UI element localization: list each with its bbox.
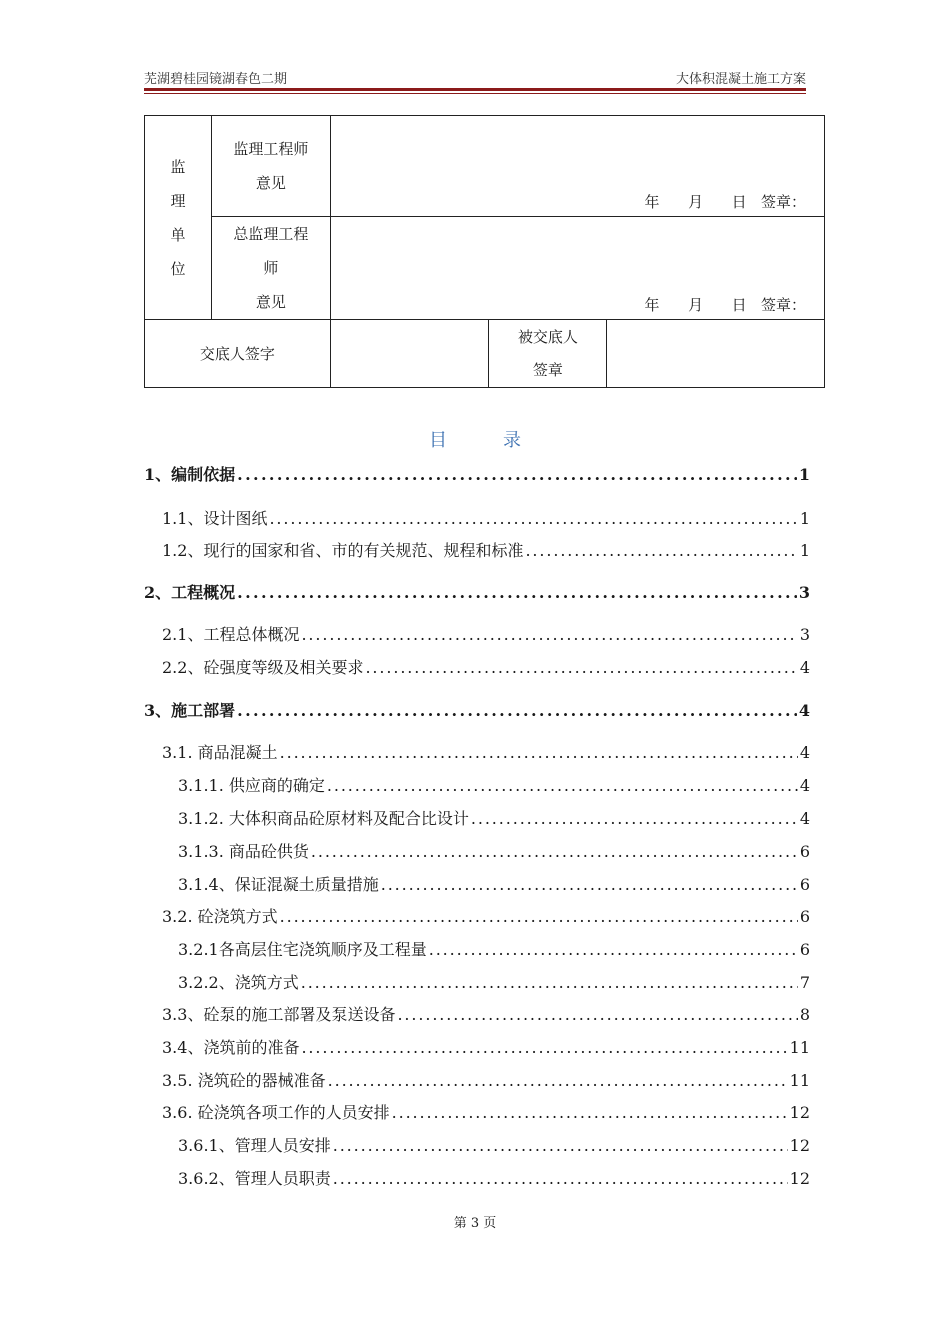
toc-entry[interactable]	[162, 1002, 810, 1025]
page-footer: 第 3 页	[453, 1216, 497, 1231]
toc-entry-page: 1	[798, 465, 810, 484]
engineer-opinion-label: 监理工程师 意见	[211, 116, 330, 217]
toc-entry[interactable]	[144, 462, 810, 485]
signature-table	[144, 115, 825, 388]
toc-title: 目 录	[429, 430, 521, 451]
toc-entry-title: 3.1.2. 大体积商品砼原材料及配合比设计	[178, 809, 469, 828]
toc-leader-dots	[301, 625, 797, 644]
toc-entry-page: 1	[799, 509, 810, 528]
toc-entry-title: 3.1.1. 供应商的确定	[178, 776, 325, 795]
toc-entry-page: 3	[799, 625, 810, 644]
toc-entry-title: 3.3、砼泵的施工部署及泵送设备	[162, 1005, 396, 1024]
toc-leader-dots	[471, 809, 798, 828]
engineer-date-sign-line: 年 月 日 签章：	[644, 193, 806, 211]
toc-leader-dots	[525, 541, 797, 560]
toc-entry[interactable]	[162, 740, 810, 763]
toc-entry-page: 1	[799, 541, 810, 560]
toc-leader-dots	[237, 465, 797, 484]
toc-leader-dots	[269, 509, 797, 528]
supervision-unit-label: 监 理 单 位	[145, 116, 212, 320]
toc-entry-page: 7	[799, 973, 810, 992]
toc-entry[interactable]	[162, 1035, 810, 1058]
toc-entry-page: 6	[799, 842, 810, 861]
toc-entry-title: 3.6. 砼浇筑各项工作的人员安排	[162, 1103, 390, 1122]
toc-entry-page: 12	[789, 1103, 810, 1122]
toc-entry-page: 4	[799, 743, 810, 762]
toc-entry-title: 3.5. 浇筑砼的器械准备	[162, 1071, 326, 1090]
toc-leader-dots	[237, 701, 797, 720]
toc-leader-dots	[397, 1005, 797, 1024]
toc-entry-title: 2、工程概况	[144, 583, 236, 602]
toc-entry[interactable]	[178, 1133, 810, 1156]
toc-entry-page: 4	[799, 658, 810, 677]
header-project-name: 芜湖碧桂园镜湖春色二期	[144, 72, 288, 87]
toc-entry-title: 2.1、工程总体概况	[162, 625, 300, 644]
toc-entry-page: 11	[789, 1038, 810, 1057]
giver-signature-label: 交底人签字	[145, 320, 331, 388]
toc-entry-title: 1.1、设计图纸	[162, 509, 268, 528]
toc-entry[interactable]	[178, 806, 810, 829]
toc-leader-dots	[333, 1169, 788, 1188]
header-document-title: 大体积混凝土施工方案	[675, 72, 806, 87]
toc-entry[interactable]	[178, 970, 810, 993]
toc-entry-title: 3.1.3. 商品砼供货	[178, 842, 309, 861]
toc-entry-page: 8	[799, 1005, 810, 1024]
toc-entry-title: 2.2、砼强度等级及相关要求	[162, 658, 364, 677]
toc-leader-dots	[381, 875, 798, 894]
toc-entry[interactable]	[162, 1100, 810, 1123]
toc-entry[interactable]	[178, 872, 810, 895]
toc-entry-title: 3.6.1、管理人员安排	[178, 1136, 331, 1155]
toc-leader-dots	[280, 743, 798, 762]
toc-entry-page: 11	[789, 1071, 810, 1090]
toc-entry[interactable]	[178, 1166, 810, 1189]
toc-entry-title: 3.1. 商品混凝土	[162, 743, 278, 762]
toc-leader-dots	[311, 842, 798, 861]
toc-entry[interactable]	[178, 773, 810, 796]
toc-entry-page: 6	[799, 875, 810, 894]
toc-entry-page: 6	[799, 907, 810, 926]
toc-entry[interactable]	[144, 698, 810, 721]
toc-entry-title: 3、施工部署	[144, 701, 236, 720]
toc-entry-title: 3.4、浇筑前的准备	[162, 1038, 300, 1057]
chief-engineer-opinion-label: 总监理工程 师 意见	[211, 217, 330, 320]
toc-entry-title: 3.2.2、浇筑方式	[178, 973, 299, 992]
toc-entry[interactable]	[178, 839, 810, 862]
toc-leader-dots	[392, 1103, 788, 1122]
giver-signature-field[interactable]	[330, 320, 489, 388]
toc-entry-page: 3	[798, 583, 810, 602]
toc-entry[interactable]	[162, 1068, 810, 1091]
toc-entry-title: 1、编制依据	[144, 465, 236, 484]
toc-entry[interactable]	[162, 538, 810, 561]
toc-entry[interactable]	[162, 904, 810, 927]
toc-entry-title: 3.6.2、管理人员职责	[178, 1169, 331, 1188]
toc-entry[interactable]	[178, 937, 810, 960]
toc-entry-title: 1.2、现行的国家和省、市的有关规范、规程和标准	[162, 541, 524, 560]
toc-leader-dots	[237, 583, 797, 602]
toc-entry-page: 6	[799, 940, 810, 959]
page-header	[144, 68, 806, 88]
toc-entry-title: 3.2. 砼浇筑方式	[162, 907, 278, 926]
header-rule-thin	[144, 93, 806, 94]
header-rule-thick	[144, 88, 806, 91]
chief-engineer-date-sign-line: 年 月 日 签章：	[644, 296, 806, 314]
receiver-signature-field[interactable]	[607, 320, 825, 388]
toc-leader-dots	[301, 973, 798, 992]
chief-engineer-opinion-field[interactable]	[330, 217, 824, 320]
toc-entry-page: 4	[798, 701, 810, 720]
toc-entry[interactable]	[162, 506, 810, 529]
engineer-opinion-field[interactable]	[330, 116, 824, 217]
toc-entry[interactable]	[162, 655, 810, 678]
toc-leader-dots	[280, 907, 798, 926]
toc-leader-dots	[327, 776, 798, 795]
toc-leader-dots	[328, 1071, 788, 1090]
toc-leader-dots	[429, 940, 798, 959]
toc-leader-dots	[365, 658, 797, 677]
toc-entry-page: 4	[799, 809, 810, 828]
receiver-signature-label: 被交底人 签章	[489, 320, 607, 388]
toc-entry-title: 3.2.1各高层住宅浇筑顺序及工程量	[178, 940, 427, 959]
toc-entry-page: 12	[789, 1169, 810, 1188]
toc-entry[interactable]	[144, 580, 810, 603]
toc-entry-page: 4	[799, 776, 810, 795]
toc-leader-dots	[301, 1038, 787, 1057]
toc-leader-dots	[333, 1136, 788, 1155]
toc-entry-page: 12	[789, 1136, 810, 1155]
toc-entry-title: 3.1.4、保证混凝土质量措施	[178, 875, 379, 894]
toc-entry[interactable]	[162, 622, 810, 645]
